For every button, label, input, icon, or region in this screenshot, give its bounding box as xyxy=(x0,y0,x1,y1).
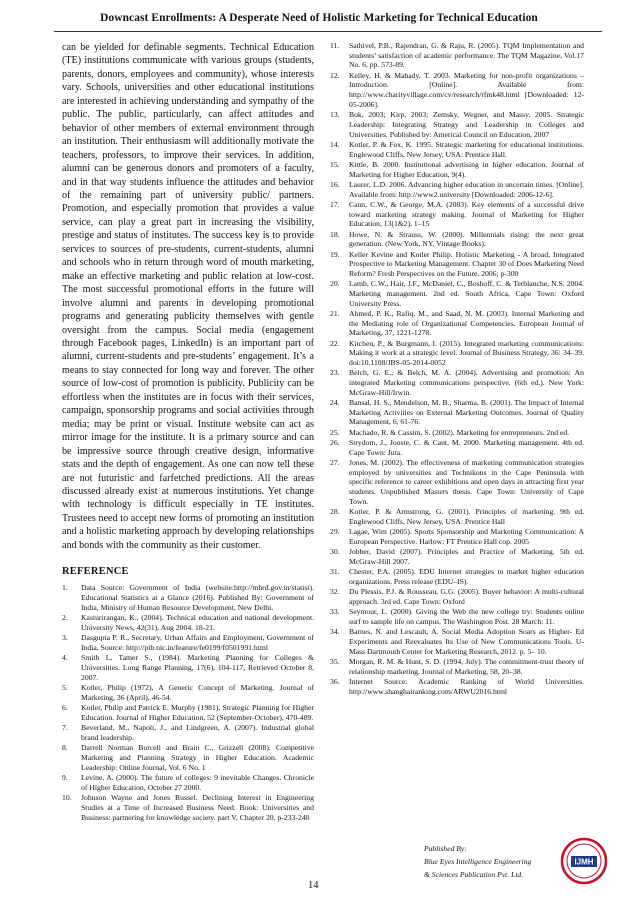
reference-number: 11. xyxy=(330,41,340,50)
publisher-line: & Sciences Publication Pvt. Ltd. xyxy=(424,870,524,879)
page-number: 14 xyxy=(308,880,319,891)
reference-text: Kotler, P. & Fox, K. 1995. Strategic marketing for educational institutions. Englewood Cliffs, New Jersey, USA: Prentice Hall. xyxy=(349,139,584,159)
reference-number: 13. xyxy=(330,110,340,120)
reference-item xyxy=(330,368,584,397)
reference-number: 28. xyxy=(330,507,340,517)
reference-text: Dasgupta P. R., Secretary, Urban Affairs and Employment, Government of India, Source: http://pib.nic.in/feature/fe0199/f0501991.html xyxy=(81,633,314,652)
reference-number: 10. xyxy=(62,793,72,803)
reference-item xyxy=(62,653,314,682)
reference-number: 33. xyxy=(330,607,340,617)
reference-number: 30. xyxy=(330,547,340,557)
publisher-line: Blue Eyes Intelligence Engineering xyxy=(424,857,532,866)
reference-list-left xyxy=(62,583,314,822)
reference-item xyxy=(62,583,314,612)
reference-item xyxy=(330,140,584,159)
reference-number: 14. xyxy=(330,139,340,149)
reference-text: Kotler, Philip and Patrick E. Murphy (1981), Strategic Planning for Higher Education. Journal of Higher Education, 52 (September-October), 470-489. xyxy=(81,703,314,722)
reference-item xyxy=(330,279,584,308)
reference-text: Barnes, N. and Lescault, A. Social Media Adoption Soars as Higher- Ed Experiments and Reevaluates Its Use of New Communications Tools. U- Mass Dartmouth Center for Marketing Research, 2012. p. 5– 10. xyxy=(349,627,584,656)
reference-number: 34. xyxy=(330,627,340,637)
reference-item xyxy=(330,110,584,139)
reference-text: Sathivel, P.B., Rajendran, G. & Raju, R. (2005). TQM Implementation and students’ satisfaction of academic performance. The TQM Magazine, Vol.17 No. 6, pp. 573-89. xyxy=(349,41,584,70)
reference-number: 1. xyxy=(62,583,68,593)
reference-number: 18. xyxy=(330,229,340,239)
reference-text: Jobber, David (2007). Principles and Practice of Marketing. 5th ed. McGraw-Hill 2007. xyxy=(349,547,584,566)
reference-item xyxy=(330,587,584,606)
reference-item xyxy=(62,703,314,723)
reference-number: 26. xyxy=(330,438,340,448)
reference-number: 12. xyxy=(330,70,340,80)
reference-item xyxy=(330,527,584,546)
reference-number: 23. xyxy=(330,368,340,378)
logo-text: IJMH xyxy=(574,857,594,867)
reference-text: Morgan, R. M. & Hunt, S. D. (1994, July). The commitment-trust theory of relationship marketing. Journal of Marketing, 58, 20–38. xyxy=(349,656,584,676)
reference-item xyxy=(62,743,314,772)
left-column xyxy=(62,41,314,823)
reference-item xyxy=(330,677,584,696)
reference-number: 15. xyxy=(330,159,340,169)
reference-number: 16. xyxy=(330,179,340,189)
reference-number: 22. xyxy=(330,338,340,348)
reference-item xyxy=(62,773,314,793)
reference-item xyxy=(62,793,314,822)
reference-item xyxy=(330,309,584,338)
reference-text: Bok, 2003; Kirp, 2003; Zemsky, Wegner, and Massy, 2005. Strategic Leadership: Integrating Strategy and Leadership in Colleges and Universities. Published by: Americal Council on Education, 2007 xyxy=(349,110,584,139)
reference-item xyxy=(62,633,314,653)
reference-item xyxy=(330,200,584,229)
reference-text: Smith L, Tamer S., (1984). Marketing Planning for Colleges & Universities. Long Range Planning, 17(6), 104-117, Retrieved October 8, 2007. xyxy=(81,653,314,682)
reference-item xyxy=(330,71,584,110)
publisher-block xyxy=(424,842,574,881)
reference-text: Cann, C.W., & George, M.A. (2003). Key elements of a successful drive toward marketing strategy making. Journal of Marketing for Higher Education, 13(1&2), 1–15 xyxy=(349,199,584,229)
reference-text: Levine, A. (2000). The future of colleges: 9 inevitable Changes. Chronicle of Higher Education, October 27 2000. xyxy=(81,773,314,792)
right-column xyxy=(330,41,584,697)
reference-text: Darrell Norman Burcell and Brain C., Grizzell (2008). Competitive Marketing and Planning Strategy in Higher Education. Academic Leadership: Online Journal, Vol. 6 No. 1 xyxy=(81,743,314,772)
reference-number: 3. xyxy=(62,633,68,643)
reference-item xyxy=(330,627,584,656)
reference-number: 17. xyxy=(330,199,340,209)
reference-text: Kotler, Philip (1972), A Generic Concept of Marketing. Journal of Marketing, 36 (April), 46-54. xyxy=(81,683,314,702)
reference-number: 4. xyxy=(62,653,68,663)
reference-text: Keller Kevine and Kotler Philip. Holistic Marketing - A broad, Integrated Prospective to Marketing Management. Chapter 30 of Does Marketing Need Reform? Fresh Perspectives on the Future, 2006; p-300 xyxy=(349,249,584,278)
reference-number: 6. xyxy=(62,703,68,713)
reference-text: Lagae, Wim (2005). Sports Sponsorship and Marketing Communication: A European Perspective. Harlow: FT Prentice Hall cop. 2005 xyxy=(349,527,584,546)
reference-text: Howe, N. & Strauss, W. (2000). Millennials rising: the next great generation. (New York, NY, Vintage Books). xyxy=(349,229,584,249)
reference-number: 2. xyxy=(62,613,68,623)
reference-item xyxy=(330,160,584,179)
reference-item xyxy=(330,458,584,507)
reference-number: 25. xyxy=(330,427,340,437)
reference-number: 9. xyxy=(62,773,68,783)
journal-logo xyxy=(560,837,608,885)
reference-number: 8. xyxy=(62,743,68,753)
reference-text: Chester, P.A. (2005). EDU Internet strategies to market higher education organizations. Press release (EDU–IS). xyxy=(349,567,584,586)
reference-item xyxy=(330,657,584,676)
reference-text: Kittle, B. 2000. Institutional advertising in higher education. Journal of Marketing for Higher Education, 9(4). xyxy=(349,159,584,179)
reference-item xyxy=(62,683,314,703)
body-paragraph: can be yielded for definable segments. Technical Education (TE) institutions communicate with various groups (students, parents, donors, employees and community), whose interests vary. Schools, universities and other educational institutions are interested in achieving understanding and sympathy of the public. The public, particularly, can affect attitudes and behavior of other members of external environment through an institution. Their enthusiasm will additionally motivate the teachers, professors, to improve their services. In addition, alumni can be generous donors and promoters of a faculty, and in that way students influence the attitudes and behavior of the remaining part of university public/ partners. Promotion, and especially promotion that provides a value service, can play a great part in increasing the visibility, prestige and status of institutes. The success key is to provide services to sources of pre-students, current-students, alumni and schools who in return through word of mouth marketing, make an effective marketing and public relation at low-cost. The most successful promotional efforts in the future will involve alumni and parents in developing promotional programs and generating publicity themselves with gentle oversight from the campus. Social media (engagement through Facebook pages, LinkedIn) is an important part of alumni, current-students and pre-students’ engagement. It’s a means to stay connected for long way and forever. The other source of low-cost of promotion is publicity. Publicity can be effortless when the institutes are in focus with their services, campaign, sponsorship programs and social activities through media; may be print or visual. Institute website can act as mirror image for the institute. It is a primary source and can be impressive source through creative design, informative stats and the depth of engagement. As one can now tell these are not futuristic and farfetched predictions. All the areas discussed already exist at numerous institutions. Yet change with technology is difficult especially in TE institutes. Trustees need to accept new forms of promoting an institution and a holistic marketing approach by developing relationships and bonds with the community as their customer. xyxy=(62,42,314,551)
references-heading: REFERENCE xyxy=(62,566,129,578)
reference-item xyxy=(330,507,584,526)
reference-item xyxy=(330,547,584,566)
reference-text: Strydom, J., Jooste, C. & Cant, M. 2000. Marketing management. 4th ed. Cape Town: Juta. xyxy=(349,438,584,457)
reference-text: Bansal, H. S., Mendelson, M. B., Sharma, B. (2001). The Impact of Internal Marketing Activities on External Marketing Outcomes. Journal of Quality Management, 6, 61-76. xyxy=(349,398,584,427)
running-header: Downcast Enrollments: A Desperate Need of Holistic Marketing for Technical Education xyxy=(100,12,538,24)
reference-text: Kotler, P. & Armstrong, G. (2001). Principles of marketing. 9th ed. Englewood Cliffs, New Jersey, USA: Prentice Hall xyxy=(349,507,584,526)
reference-text: Data Source: Government of India (website:http://mhrd.gov.in/statist). Educational Statistics at a Glance (2016). Published By: Government of India, Ministry of Human Resource Development, New Delhi. xyxy=(81,583,314,612)
reference-item xyxy=(330,607,584,626)
reference-text: Laurer, L.D. 2006. Advancing higher education in uncertain times. [Online]. Available from: http://www2.university [Downloaded: 2006-12-6]. xyxy=(349,179,584,199)
reference-text: Kelley, H. & Mahady, T. 2003. Marketing for non-profit organizations – Introduction. [Online]. Available from: http://www.charityvillage.com/cv/research/rfmk48.html [Downloaded: 12-05-2006]. xyxy=(349,70,584,109)
reference-item xyxy=(62,613,314,633)
reference-text: Kitchen, P., & Burgmann, I. (2015). Integrated marketing communications: Making it work at a strategic level. Journal of Business Strategy, 36: 34–39. doi:10.1108/JBS-05-2014-0052 xyxy=(349,338,584,368)
reference-text: Du Plessis, P.J. & Rousseau, G.G. (2005). Buyer behavior: A multi-cultural approach. 3rd ed. Cape Town: Oxford xyxy=(349,587,584,606)
reference-text: Johnson Wayne and Jones Russel. Declining Interest in Engineering Studies at a Time of Increased Business Need. Book: Universities and Business: partnering for knowledge society. part V, Chapter 20, p-233-240 xyxy=(81,793,314,822)
reference-text: Machado, R. & Cassim, S. (2002). Marketing for entrepreneurs. 2nd ed. xyxy=(349,427,570,437)
reference-text: Kasturirangan, K., (2004). Technical education and national development. University News, 42(31), Aug 2004. 18-21. xyxy=(81,613,314,632)
reference-text: Internet Source: Academic Ranking of World Universities. http://www.shanghairanking.com/ARWU2016.html xyxy=(349,676,584,696)
reference-item xyxy=(330,428,584,438)
header-rule xyxy=(54,31,602,32)
reference-item xyxy=(330,41,584,70)
reference-number: 5. xyxy=(62,683,68,693)
reference-number: 29. xyxy=(330,527,340,537)
reference-number: 21. xyxy=(330,308,340,318)
reference-text: Lamb, C.W., Hair, J.F., McDaniel, C., Boshoff, C. & Terblanche, N.S. 2004. Marketing management. 2nd ed. South Africa, Cape Town: Oxford University Press. xyxy=(349,279,584,308)
reference-item xyxy=(330,438,584,457)
reference-text: Jones, M. (2002). The effectiveness of marketing communication strategies employed by universities and Technikons in the Cape Peninsula with specific reference to career exhibitions and open days in attracting first year students. Unpublished Masters thesis. Cape Town: University of Cape Town. xyxy=(349,458,584,506)
reference-item xyxy=(330,567,584,586)
reference-number: 20. xyxy=(330,279,340,289)
reference-item xyxy=(62,723,314,743)
reference-number: 31. xyxy=(330,567,340,577)
reference-item xyxy=(330,180,584,199)
reference-number: 36. xyxy=(330,676,340,686)
publisher-line: Published By: xyxy=(424,844,467,853)
reference-number: 24. xyxy=(330,398,340,408)
reference-text: Seymour, L. (2000). Giving the Web the new college try: Students online surf to sample life on campus. The Washington Post. 28 March: 11. xyxy=(349,607,584,626)
reference-number: 27. xyxy=(330,458,340,468)
reference-number: 35. xyxy=(330,656,340,666)
reference-item xyxy=(330,339,584,368)
reference-number: 19. xyxy=(330,249,340,259)
reference-number: 7. xyxy=(62,723,68,733)
reference-text: Beverland, M., Napoli, J., and Lindgreen, A. (2007). Industrial global brand leadership. xyxy=(81,723,314,743)
reference-item xyxy=(330,230,584,249)
reference-list-right xyxy=(330,41,584,696)
reference-item xyxy=(330,398,584,427)
reference-text: Ahmed, P. K., Rafiq, M., and Saad, N. M. (2003). Internal Marketing and the Mediating role of Organizational Competencies. European Journal of Marketing, 37, 1221-1278. xyxy=(349,308,584,338)
reference-item xyxy=(330,250,584,279)
reference-text: Belch, G. E., & Belch, M. A. (2004). Advertising and promotion: An integrated Marketing communications perspective. (6th ed.). New York: McGraw-Hill/Irwin. xyxy=(349,368,584,397)
reference-number: 32. xyxy=(330,587,340,597)
